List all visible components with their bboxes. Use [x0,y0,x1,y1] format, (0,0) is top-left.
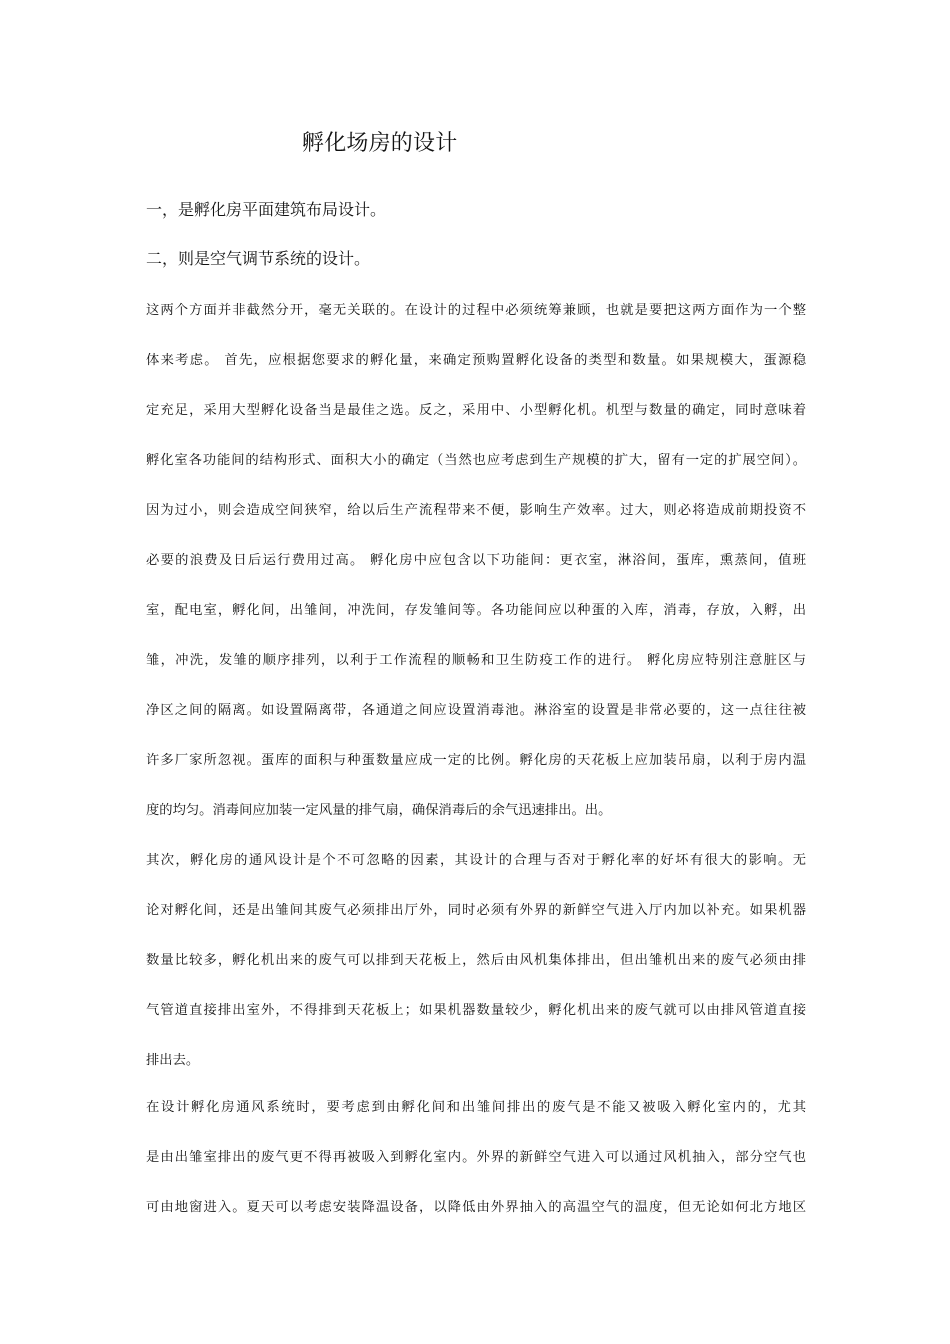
paragraph-line: 是由出雏室排出的废气更不得再被吸入到孵化室内。外界的新鲜空气进入可以通过风机抽入，部分空气也 [146,1150,806,1165]
paragraph-line: 定充足，采用大型孵化设备当是最佳之选。反之，采用中、小型孵化机。机型与数量的确定，同时意味着 [146,403,806,418]
paragraph-line: 许多厂家所忽视。蛋库的面积与种蛋数量应成一定的比例。孵化房的天花板上应加装吊扇，以利于房内温 [146,753,806,768]
paragraph-line: 在设计孵化房通风系统时，要考虑到由孵化间和出雏间排出的废气是不能又被吸入孵化室内的，尤其 [146,1100,806,1115]
paragraph-line: 室，配电室，孵化间，出雏间，冲洗间，存发雏间等。各功能间应以种蛋的入库，消毒，存放，入孵，出 [146,603,806,618]
paragraph-line: 可由地窗进入。夏天可以考虑安装降温设备，以降低由外界抽入的高温空气的温度，但无论如何北方地区 [146,1200,806,1215]
section-heading-air-conditioning: 二，则是空气调节系统的设计。 [146,249,371,268]
paragraph-line: 雏，冲洗，发雏的顺序排列，以利于工作流程的顺畅和卫生防疫工作的进行。 孵化房应特别注意脏区与 [146,653,806,668]
document-title: 孵化场房的设计 [302,131,458,156]
paragraph-line: 这两个方面并非截然分开，毫无关联的。在设计的过程中必须统筹兼顾，也就是要把这两方面作为一个整 [146,303,806,318]
paragraph-line: 必要的浪费及日后运行费用过高。 孵化房中应包含以下功能间：更衣室，淋浴间，蛋库，熏蒸间，值班 [146,553,806,568]
paragraph-line: 体来考虑。 首先，应根据您要求的孵化量，来确定预购置孵化设备的类型和数量。如果规模大，蛋源稳 [146,353,806,368]
paragraph-line: 度的均匀。消毒间应加装一定风量的排气扇，确保消毒后的余气迅速排出。出。 [146,803,612,818]
paragraph-line: 排出去。 [146,1053,200,1068]
paragraph-line: 孵化室各功能间的结构形式、面积大小的确定（当然也应考虑到生产规模的扩大，留有一定的扩展空间）。 [146,453,806,468]
paragraph-air-system [146,1096,806,1246]
paragraph-line: 气管道直接排出室外，不得排到天花板上；如果机器数量较少，孵化机出来的废气就可以由排风管道直接 [146,1003,806,1018]
paragraph-line: 论对孵化间，还是出雏间其废气必须排出厅外，同时必须有外界的新鲜空气进入厅内加以补充。如果机器 [146,903,806,918]
paragraph-line: 因为过小，则会造成空间狭窄，给以后生产流程带来不便，影响生产效率。过大，则必将造成前期投资不 [146,503,806,518]
paragraph-line: 净区之间的隔离。如设置隔离带，各通道之间应设置消毒池。淋浴室的设置是非常必要的，这一点往往被 [146,703,806,718]
paragraph-line: 数量比较多，孵化机出来的废气可以排到天花板上，然后由风机集体排出，但出雏机出来的废气必须由排 [146,953,806,968]
paragraph-ventilation [146,849,806,1099]
paragraph-line: 其次，孵化房的通风设计是个不可忽略的因素，其设计的合理与否对于孵化率的好坏有很大的影响。无 [146,853,806,868]
section-heading-layout: 一，是孵化房平面建筑布局设计。 [146,200,387,219]
paragraph-layout-details [146,299,806,849]
